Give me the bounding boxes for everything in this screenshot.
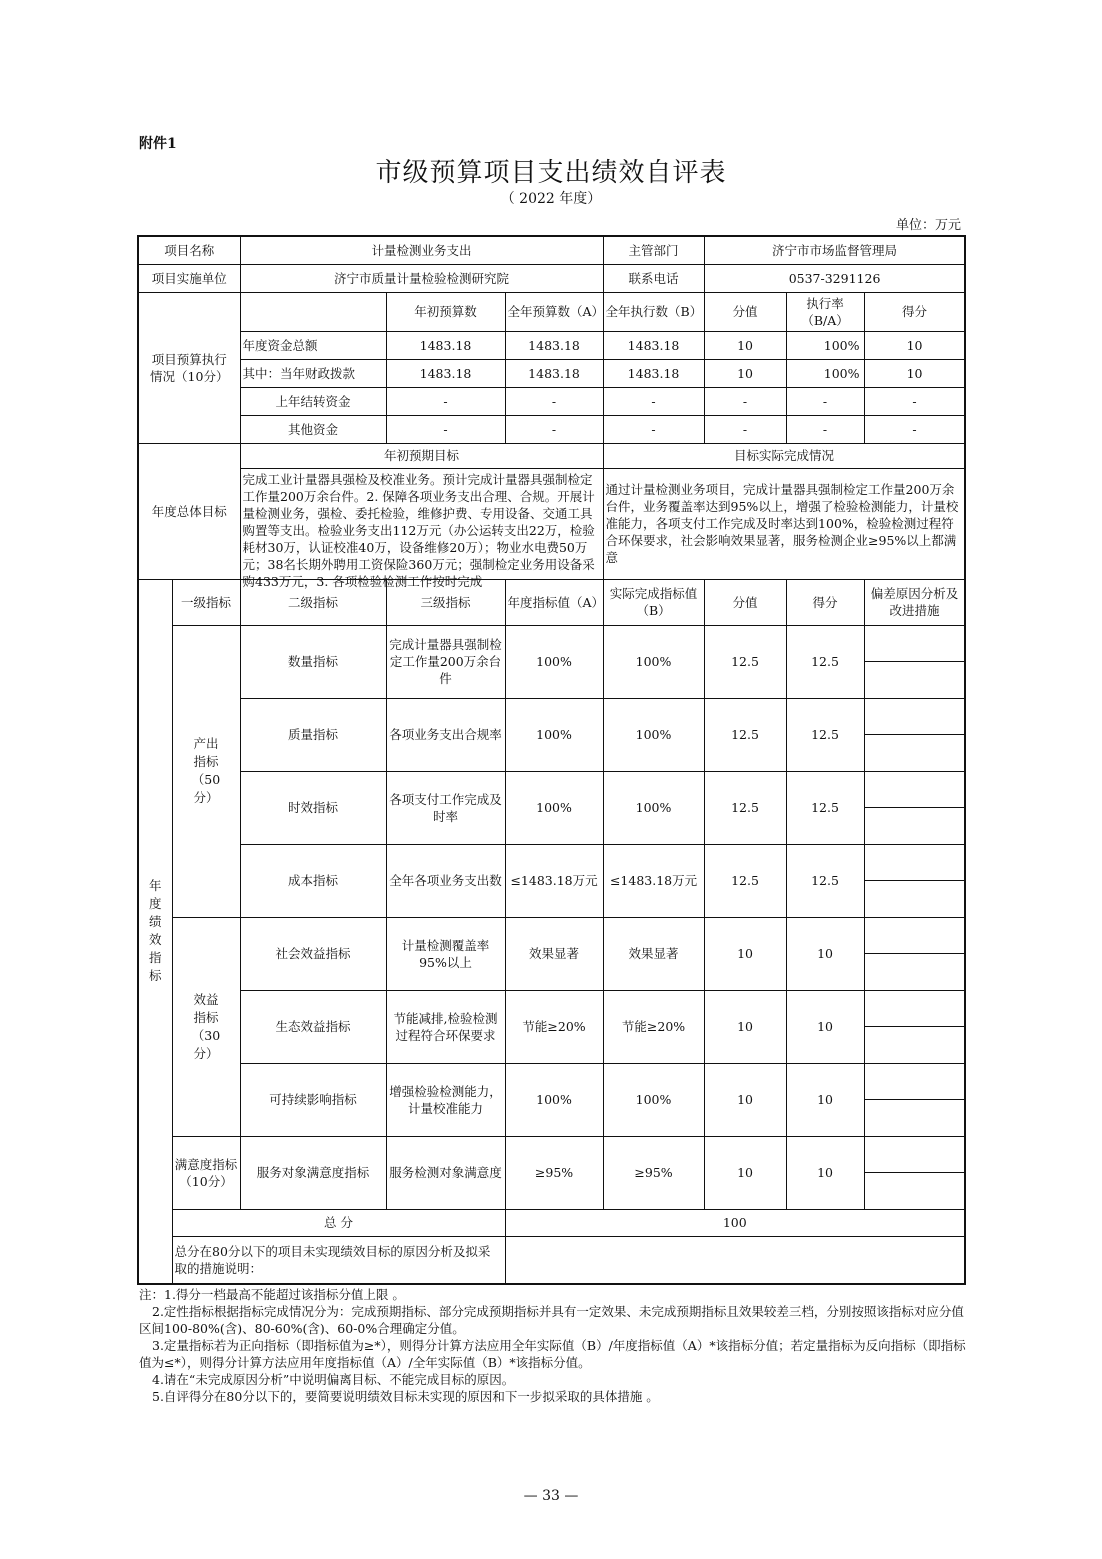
l2-indicator: 质量指标 — [240, 698, 386, 771]
budget-cell: 10 — [864, 359, 965, 387]
notes — [139, 1286, 969, 1405]
score-value: 12.5 — [704, 698, 786, 771]
group-benefit-label: 效益指标（30分） — [172, 917, 240, 1136]
total-label: 总 分 — [172, 1209, 505, 1236]
deviation-cell — [864, 734, 965, 771]
budget-cell: - — [603, 415, 704, 443]
budget-header: 全年预算数（A） — [505, 292, 603, 331]
budget-header: 执行率（B/A） — [786, 292, 864, 331]
budget-cell: 1483.18 — [505, 359, 603, 387]
budget-row-label: 其中：当年财政拨款 — [240, 359, 386, 387]
l3-indicator: 完成计量器具强制检定工作量200万余台件 — [386, 625, 505, 698]
budget-cell: - — [786, 415, 864, 443]
deviation-cell — [864, 698, 965, 734]
group-satisfaction-label: 满意度指标（10分） — [172, 1136, 240, 1209]
actual-value: 100% — [603, 625, 704, 698]
score-value: 10 — [704, 1063, 786, 1136]
l3-indicator: 增强检验检测能力，计量校准能力 — [386, 1063, 505, 1136]
unit-value: 济宁市质量计量检验检测研究院 — [240, 264, 603, 292]
score-value: 12.5 — [704, 771, 786, 844]
budget-header: 全年执行数（B） — [603, 292, 704, 331]
indicator-header: 三级指标 — [386, 579, 505, 625]
l3-indicator: 服务检测对象满意度 — [386, 1136, 505, 1209]
planned-goal-text: 完成工业计量器具强检及校准业务。预计完成计量器具强制检定工作量200万余台件。2. 保障各项业务支出合理、合规。开展计量检测业务，强检、委托检验，维修护费、专用设备、交通工具购置等支出。检验业务支出112万元（办公运转支出22万，检验耗材30万，认证校准40万，设备维修20万）；物业水电费50万元；38名长期外聘用工资保险360万元；强制检定业务用设备采购433万元，3. 各项检验检测工作按时完成 — [242, 471, 595, 589]
unit-label-cell: 项目实施单位 — [138, 264, 240, 292]
deviation-cell — [864, 1099, 965, 1136]
budget-cell: 100% — [786, 359, 864, 387]
note-item: 注：1.得分一档最高不能超过该指标分值上限 。 — [139, 1287, 405, 1302]
budget-row-label: 年度资金总额 — [240, 331, 386, 359]
page-subtitle: （ 2022 年度） — [500, 191, 602, 207]
target-value: 效果显著 — [505, 917, 603, 990]
actual-value: ≤1483.18万元 — [603, 844, 704, 917]
budget-cell: - — [505, 387, 603, 415]
deviation-cell — [864, 917, 965, 953]
project-name-label: 项目名称 — [138, 236, 240, 264]
indicator-header: 实际完成指标值（B） — [603, 579, 704, 625]
score-value: 12.5 — [704, 844, 786, 917]
target-value: 100% — [505, 625, 603, 698]
deviation-cell — [864, 1172, 965, 1209]
score-value: 12.5 — [704, 625, 786, 698]
evaluation-table — [137, 235, 966, 1285]
phone-label: 联系电话 — [603, 264, 704, 292]
got-value: 10 — [786, 990, 864, 1063]
target-value: 100% — [505, 771, 603, 844]
indicator-header: 得分 — [786, 579, 864, 625]
deviation-cell — [864, 844, 965, 880]
l2-indicator: 成本指标 — [240, 844, 386, 917]
target-value: ≤1483.18万元 — [505, 844, 603, 917]
note-item: 5.自评得分在80分以下的，要简要说明绩效目标未实现的原因和下一步拟采取的具体措施 。 — [152, 1389, 659, 1404]
l2-indicator: 可持续影响指标 — [240, 1063, 386, 1136]
l3-indicator: 全年各项业务支出数 — [386, 844, 505, 917]
actual-value: 100% — [603, 698, 704, 771]
budget-cell: 1483.18 — [386, 331, 505, 359]
deviation-cell — [864, 1026, 965, 1063]
target-value: 节能≥20% — [505, 990, 603, 1063]
actual-value: ≥95% — [603, 1136, 704, 1209]
got-value: 12.5 — [786, 844, 864, 917]
actual-value: 100% — [603, 771, 704, 844]
actual-value: 100% — [603, 1063, 704, 1136]
budget-cell: 1483.18 — [505, 331, 603, 359]
budget-row-label: 其他资金 — [240, 415, 386, 443]
budget-header: 年初预算数 — [386, 292, 505, 331]
budget-section-label: 项目预算执行情况（10分） — [138, 292, 240, 443]
indicator-header: 一级指标 — [172, 579, 240, 625]
l2-indicator: 生态效益指标 — [240, 990, 386, 1063]
page-title: 市级预算项目支出绩效自评表 — [375, 158, 727, 188]
budget-cell: - — [603, 387, 704, 415]
l2-indicator: 时效指标 — [240, 771, 386, 844]
deviation-cell — [864, 880, 965, 917]
project-name: 计量检测业务支出 — [240, 236, 603, 264]
indicator-header: 二级指标 — [240, 579, 386, 625]
got-value: 10 — [786, 1063, 864, 1136]
got-value: 12.5 — [786, 625, 864, 698]
phone-value: 0537-3291126 — [704, 264, 965, 292]
l3-indicator: 各项支付工作完成及时率 — [386, 771, 505, 844]
budget-cell: - — [864, 415, 965, 443]
actual-goal-text: 通过计量检测业务项目，完成计量器具强制检定工作量200万余台件，业务覆盖率达到95%以上，增强了检验检测能力，计量校准能力，各项支付工作完成及时率达到100%，检验检测过程符合环保要求，社会影响效果显著，服务检测企业≥95%以上都满意 — [603, 468, 965, 579]
group-output-label: 产出指标（50分） — [172, 625, 240, 917]
score-value: 10 — [704, 917, 786, 990]
budget-cell: - — [864, 387, 965, 415]
page-number: — 33 — — [523, 1488, 579, 1504]
l2-indicator: 社会效益指标 — [240, 917, 386, 990]
total-value: 100 — [505, 1209, 965, 1236]
l2-indicator: 数量指标 — [240, 625, 386, 698]
explain-value — [505, 1236, 965, 1284]
attachment-label: 附件1 — [139, 136, 177, 152]
got-value: 10 — [786, 917, 864, 990]
note-item: 4.请在“未完成原因分析”中说明偏离目标、不能完成目标的原因。 — [152, 1372, 515, 1387]
deviation-cell — [864, 953, 965, 990]
indicator-header: 分值 — [704, 579, 786, 625]
deviation-cell — [864, 1136, 965, 1172]
target-value: ≥95% — [505, 1136, 603, 1209]
unit-label: 单位：万元 — [895, 218, 961, 233]
l3-indicator: 计量检测覆盖率95%以上 — [386, 917, 505, 990]
deviation-cell — [864, 661, 965, 698]
budget-cell: 10 — [704, 359, 786, 387]
budget-cell: - — [786, 387, 864, 415]
target-value: 100% — [505, 1063, 603, 1136]
budget-cell: 1483.18 — [603, 331, 704, 359]
actual-value: 效果显著 — [603, 917, 704, 990]
deviation-cell — [864, 807, 965, 844]
score-value: 10 — [704, 990, 786, 1063]
indicators-section-label: 年度绩效指标 — [138, 579, 172, 1284]
explain-label: 总分在80分以下的项目未实现绩效目标的原因分析及拟采取的措施说明： — [172, 1236, 505, 1284]
budget-cell: 10 — [864, 331, 965, 359]
planned-goal-header: 年初预期目标 — [240, 443, 603, 468]
l2-indicator: 服务对象满意度指标 — [240, 1136, 386, 1209]
budget-cell: 10 — [704, 331, 786, 359]
deviation-cell — [864, 1063, 965, 1099]
budget-cell: - — [386, 387, 505, 415]
budget-cell: 1483.18 — [603, 359, 704, 387]
budget-header: 分值 — [704, 292, 786, 331]
budget-cell: - — [704, 387, 786, 415]
budget-cell: 100% — [786, 331, 864, 359]
goals-section-label: 年度总体目标 — [138, 443, 240, 579]
note-item: 3.定量指标若为正向指标（即指标值为≥*），则得分计算方法应用全年实际值（B）/年度指标值（A）*该指标分值；若定量指标为反向指标（即指标值为≤*），则得分计算方法应用年度指标值（A）/全年实际值（B）*该指标分值。 — [139, 1338, 966, 1370]
budget-cell: - — [505, 415, 603, 443]
deviation-cell — [864, 625, 965, 661]
score-value: 10 — [704, 1136, 786, 1209]
l3-indicator: 各项业务支出合规率 — [386, 698, 505, 771]
indicator-header: 年度指标值（A） — [505, 579, 603, 625]
indicator-header: 偏差原因分析及改进措施 — [864, 579, 965, 625]
l3-indicator: 节能减排,检验检测过程符合环保要求 — [386, 990, 505, 1063]
dept-label: 主管部门 — [603, 236, 704, 264]
dept-value: 济宁市市场监督管理局 — [704, 236, 965, 264]
budget-cell: - — [386, 415, 505, 443]
budget-header: 得分 — [864, 292, 965, 331]
budget-cell: 1483.18 — [386, 359, 505, 387]
deviation-cell — [864, 990, 965, 1026]
deviation-cell — [864, 771, 965, 807]
note-item: 2.定性指标根据指标完成情况分为：完成预期指标、部分完成预期指标并具有一定效果、未完成预期指标且效果较差三档，分别按照该指标对应分值区间100-80%(含)、80-60%(含)、60-0%合理确定分值。 — [139, 1304, 964, 1336]
budget-row-label: 上年结转资金 — [240, 387, 386, 415]
budget-header-blank — [240, 292, 386, 331]
got-value: 12.5 — [786, 771, 864, 844]
actual-goal-header: 目标实际完成情况 — [603, 443, 965, 468]
actual-value: 节能≥20% — [603, 990, 704, 1063]
got-value: 10 — [786, 1136, 864, 1209]
target-value: 100% — [505, 698, 603, 771]
got-value: 12.5 — [786, 698, 864, 771]
budget-cell: - — [704, 415, 786, 443]
